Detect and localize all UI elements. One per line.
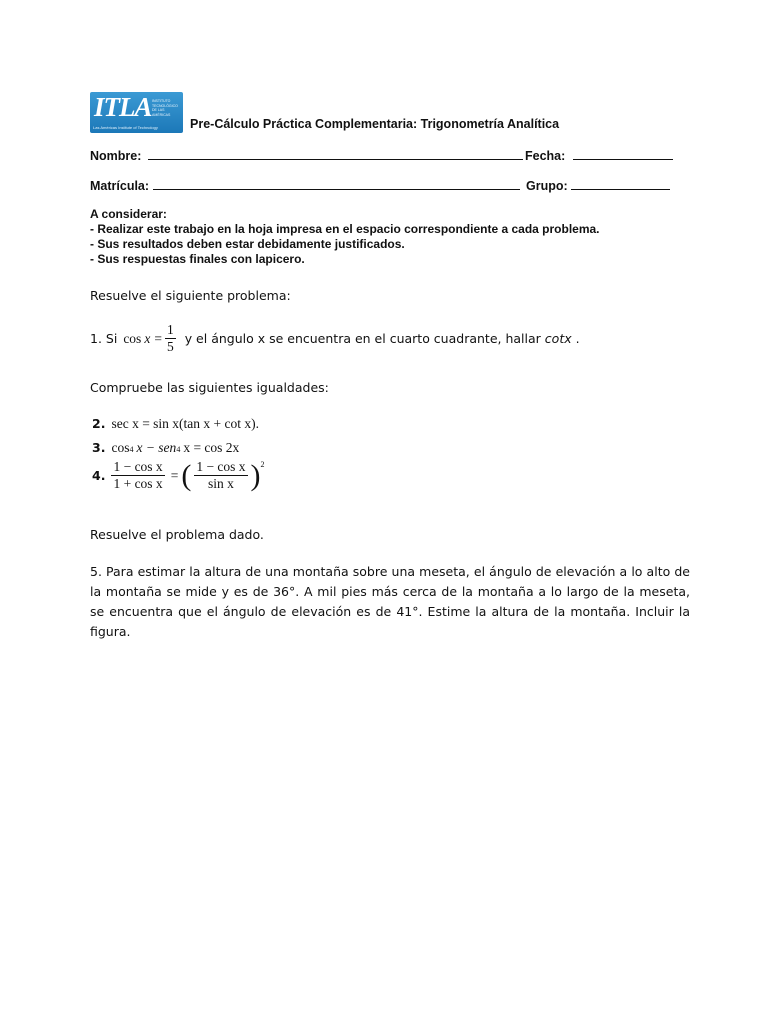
problem-1-var: x	[144, 330, 151, 346]
problem-3-rhs: x = cos 2x	[183, 440, 240, 455]
instructions-block	[90, 207, 600, 267]
problem-4-right-denominator: sin x	[207, 476, 234, 491]
problem-1	[90, 323, 580, 354]
problem-1-target: cotx	[544, 331, 572, 346]
problem-4-right-numerator: 1 − cos x	[196, 459, 246, 474]
nombre-label: Nombre:	[90, 149, 142, 163]
problem-1-numerator: 1	[166, 322, 174, 337]
logo-subtitle: INSTITUTO TECNOLÓGICO DE LAS AMÉRICAS	[152, 99, 178, 117]
problem-4-left-numerator: 1 − cos x	[113, 459, 163, 474]
problem-3-number: 3.	[92, 440, 106, 455]
problem-4-left-fraction	[111, 460, 164, 491]
instruction-item: - Sus resultados deben estar debidamente justificados.	[90, 237, 405, 251]
problem-4-left-denominator: 1 + cos x	[113, 476, 163, 491]
matricula-label: Matrícula:	[90, 179, 150, 193]
section-2-heading: Compruebe las siguientes igualdades:	[90, 380, 329, 395]
instructions-heading: A considerar:	[90, 207, 167, 221]
grupo-label: Grupo:	[526, 179, 568, 193]
fecha-row	[525, 147, 673, 163]
problem-4-exponent: 2	[260, 460, 265, 469]
itla-logo	[90, 92, 183, 133]
problem-2	[92, 416, 259, 432]
document-title: Pre-Cálculo Práctica Complementaria: Trigonometría Analítica	[190, 117, 560, 131]
problem-4-eq: =	[170, 467, 179, 483]
grupo-row	[526, 177, 670, 193]
instruction-item: - Realizar este trabajo en la hoja impresa en el espacio correspondiente a cada problema.	[90, 222, 600, 236]
nombre-blank[interactable]	[148, 147, 523, 160]
grupo-blank[interactable]	[571, 177, 670, 190]
problem-1-fraction	[165, 323, 176, 354]
left-paren: (	[181, 458, 192, 492]
nombre-row	[90, 147, 523, 163]
problem-5: 5. Para estimar la altura de una montaña sobre una meseta, el ángulo de elevación a lo alto de la montaña se mide y es de 36°. A mil pies más cerca de la montaña a lo largo de la meseta, se encuentra que el ángulo de elevación es de 41°. Estime la altura de la montaña. Incluir la figura.	[90, 564, 690, 639]
right-paren: )	[250, 458, 261, 492]
problem-3-exponent: 4	[129, 445, 134, 454]
problem-1-eq: =	[154, 330, 162, 346]
matricula-row	[90, 177, 520, 193]
problem-3-exponent: 4	[176, 445, 181, 454]
problem-2-number: 2.	[92, 416, 106, 431]
section-1-heading: Resuelve el siguiente problema:	[90, 288, 291, 303]
problem-1-denominator: 5	[166, 339, 174, 354]
problem-1-end: .	[575, 331, 580, 346]
fecha-label: Fecha:	[525, 149, 566, 163]
problem-3	[92, 440, 239, 456]
instruction-item: - Sus respuestas finales con lapicero.	[90, 252, 305, 266]
section-3-heading: Resuelve el problema dado.	[90, 527, 264, 542]
problem-3-cos: cos	[111, 440, 130, 455]
problem-2-expression: sec x = sin x(tan x + cot x).	[111, 416, 260, 431]
problem-4-number: 4.	[92, 468, 106, 483]
problem-3-sen: x − sen	[136, 440, 177, 455]
problem-4	[92, 460, 265, 491]
problem-1-number: 1. Si	[90, 331, 118, 346]
fecha-blank[interactable]	[573, 147, 673, 160]
problem-1-lhs: cos	[123, 330, 142, 346]
logo-text: ITLA	[94, 92, 152, 122]
problem-4-right-fraction	[194, 460, 247, 491]
problem-1-text: y el ángulo x se encuentra en el cuarto cuadrante, hallar	[184, 331, 541, 346]
logo-tagline: Las Américas Institute of Technology	[93, 125, 158, 130]
matricula-blank[interactable]	[153, 177, 520, 190]
